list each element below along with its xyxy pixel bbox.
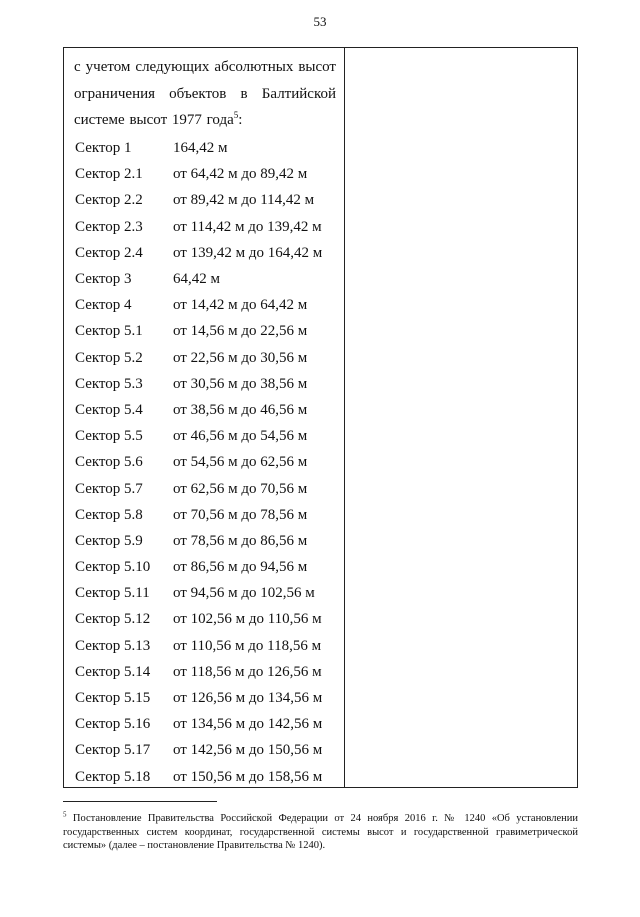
- sector-name: Сектор 5.7: [75, 480, 143, 497]
- sector-row: [74, 188, 336, 214]
- sector-row: [74, 293, 336, 319]
- left-column-cell: [64, 48, 344, 790]
- sector-name: Сектор 5.18: [75, 768, 151, 785]
- sector-name: Сектор 5.12: [75, 611, 151, 628]
- sector-height-range: от 78,56 м до 86,56 м: [173, 532, 308, 549]
- sector-name: Сектор 5.14: [75, 663, 151, 680]
- sector-height-range: от 86,56 м до 94,56 м: [173, 559, 308, 576]
- sector-row: [74, 266, 336, 292]
- sector-row: [74, 528, 336, 554]
- sector-height-range: от 70,56 м до 78,56 м: [173, 506, 308, 523]
- sector-height-range: от 64,42 м до 89,42 м: [173, 166, 308, 183]
- sector-row: [74, 712, 336, 738]
- sector-height-range: от 38,56 м до 46,56 м: [173, 401, 308, 418]
- sector-row: [74, 345, 336, 371]
- page-number: 53: [313, 14, 327, 29]
- sector-row: [74, 319, 336, 345]
- sector-name: Сектор 4: [75, 297, 132, 314]
- sector-height-range: от 89,42 м до 114,42 м: [173, 192, 315, 209]
- intro-line-2: ограничения объектов в Балтийской: [74, 85, 336, 102]
- intro-paragraph: [74, 54, 336, 134]
- sector-row: [74, 450, 336, 476]
- sector-height-range: от 110,56 м до 118,56 м: [173, 637, 322, 654]
- sector-name: Сектор 2.2: [75, 192, 143, 209]
- sector-name: Сектор 5.17: [75, 742, 151, 759]
- sector-height-range: от 14,42 м до 64,42 м: [173, 297, 308, 314]
- sector-height-range: от 22,56 м до 30,56 м: [173, 349, 308, 366]
- sector-height-range: от 118,56 м до 126,56 м: [173, 663, 322, 680]
- sector-row: [74, 555, 336, 581]
- sector-list: [74, 136, 336, 791]
- sector-height-range: от 126,56 м до 134,56 м: [173, 690, 323, 707]
- footnote-text: Постановление Правительства Российской Федерации от 24 ноября 2016 г. № 1240 «Об установлении государственных систем координат, государственной системы высот и государственной гравиметрической системы» (далее – постановление Правительства № 1240).: [63, 813, 579, 851]
- sector-row: [74, 581, 336, 607]
- intro-line-3: [74, 107, 336, 134]
- sector-row: [74, 633, 336, 659]
- sector-row: [74, 476, 336, 502]
- sector-name: Сектор 5.4: [75, 401, 143, 418]
- sector-height-range: 164,42 м: [173, 140, 228, 157]
- sector-name: Сектор 5.9: [75, 532, 143, 549]
- content-table: [63, 47, 578, 788]
- footnote-number: 5: [63, 810, 67, 819]
- sector-height-range: от 62,56 м до 70,56 м: [173, 480, 308, 497]
- sector-name: Сектор 5.11: [75, 585, 150, 602]
- sector-row: [74, 240, 336, 266]
- intro-line-3-tail: :: [238, 112, 243, 128]
- sector-height-range: от 46,56 м до 54,56 м: [173, 428, 308, 445]
- sector-row: [74, 502, 336, 528]
- sector-row: [74, 607, 336, 633]
- sector-row: [74, 136, 336, 162]
- sector-name: Сектор 5.5: [75, 428, 143, 445]
- sector-height-range: от 14,56 м до 22,56 м: [173, 323, 308, 340]
- sector-row: [74, 371, 336, 397]
- sector-name: Сектор 5.13: [75, 637, 151, 654]
- sector-name: Сектор 2.4: [75, 244, 143, 261]
- sector-height-range: от 139,42 м до 164,42 м: [173, 244, 323, 261]
- sector-row: [74, 424, 336, 450]
- sector-height-range: от 94,56 м до 102,56 м: [173, 585, 315, 602]
- sector-height-range: от 150,56 м до 158,56 м: [173, 768, 323, 785]
- sector-height-range: от 114,42 м до 139,42 м: [173, 218, 322, 235]
- sector-name: Сектор 5.16: [75, 716, 151, 733]
- sector-name: Сектор 5.3: [75, 375, 143, 392]
- sector-row: [74, 397, 336, 423]
- sector-name: Сектор 5.8: [75, 506, 143, 523]
- sector-height-range: от 54,56 м до 62,56 м: [173, 454, 308, 471]
- sector-name: Сектор 2.1: [75, 166, 143, 183]
- footnote-separator: [63, 801, 217, 802]
- column-divider: [344, 48, 345, 787]
- sector-name: Сектор 5.10: [75, 559, 151, 576]
- sector-row: [74, 685, 336, 711]
- intro-line-3-text: системе высот 1977 года: [74, 112, 234, 128]
- sector-row: [74, 738, 336, 764]
- sector-name: Сектор 5.15: [75, 690, 151, 707]
- sector-row: [74, 162, 336, 188]
- footnote: [63, 812, 578, 853]
- sector-height-range: от 134,56 м до 142,56 м: [173, 716, 323, 733]
- sector-name: Сектор 5.1: [75, 323, 143, 340]
- sector-name: Сектор 5.2: [75, 349, 143, 366]
- sector-name: Сектор 2.3: [75, 218, 143, 235]
- sector-height-range: 64,42 м: [173, 271, 220, 288]
- sector-name: Сектор 5.6: [75, 454, 143, 471]
- intro-line-1: с учетом следующих абсолютных высот: [74, 59, 336, 75]
- sector-row: [74, 659, 336, 685]
- sector-height-range: от 142,56 м до 150,56 м: [173, 742, 323, 759]
- footnote-reference: 5: [233, 110, 239, 120]
- sector-height-range: от 30,56 м до 38,56 м: [173, 375, 308, 392]
- sector-row: [74, 764, 336, 790]
- sector-name: Сектор 1: [75, 140, 132, 157]
- sector-name: Сектор 3: [75, 271, 132, 288]
- sector-row: [74, 214, 336, 240]
- sector-height-range: от 102,56 м до 110,56 м: [173, 611, 322, 628]
